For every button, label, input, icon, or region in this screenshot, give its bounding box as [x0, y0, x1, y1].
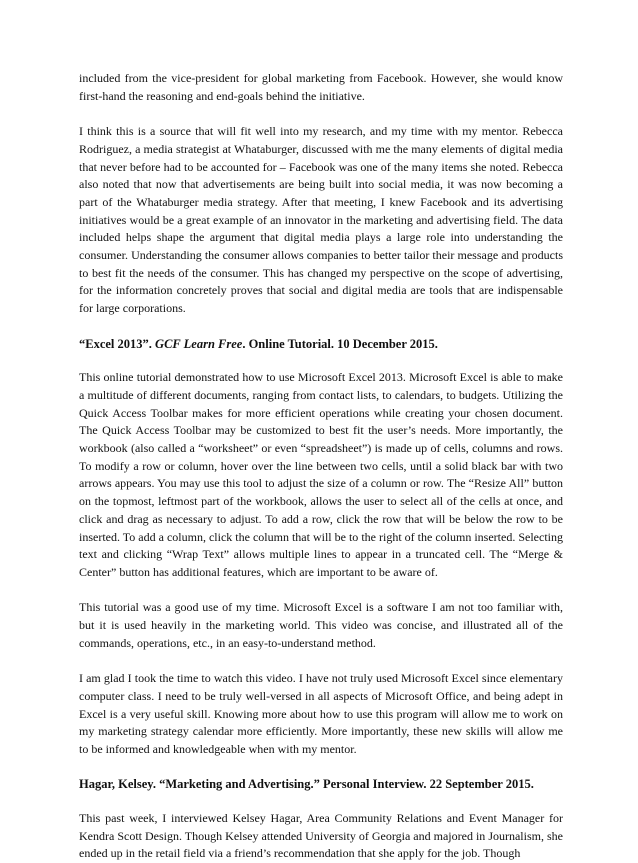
- paragraph-facebook-reflection: I think this is a source that will fit well into my research, and my time with my mentor. Rebecca Rodriguez, a media strategist at Whataburger, discussed with me the many elements of digital media that never before had to be accounted for – Facebook was one of the many items she noted. Rebecca also noted that now that advertisements are being built into social media, it was now becoming a part of the Whataburger media strategy. After that meeting, I knew Facebook and its advertising initiatives would be a great example of an innovator in the marketing and advertising field. The data included helps shape the argument that digital media plays a large role into understanding the consumer. Understanding the consumer allows companies to better tailor their message and products to best fit the needs of the consumer. This has changed my perspective on the scope of advertising, for the information concretely proves that social and digital media are tools that are indispensable for large corporations.: [79, 124, 563, 316]
- paragraph-excel-evaluation: This tutorial was a good use of my time. Microsoft Excel is a software I am not too familiar with, but it is used heavily in the marketing world. This video was concise, and illustrated all of the commands, operations, etc., in an easy-to-understand method.: [79, 600, 563, 650]
- citation-title: Hagar, Kelsey. “Marketing and Advertising.” Personal Interview. 22 September 2015.: [79, 777, 534, 792]
- paragraph-excel-summary: This online tutorial demonstrated how to use Microsoft Excel 2013. Microsoft Excel is able to make a multitude of different documents, ranging from contact lists, to calendars, to budgets. Utilizing the Quick Access Toolbar makes for more efficient operations while creating your chosen document. The Quick Access Toolbar may be customized to best fit the user’s needs. More importantly, the workbook (also called a “worksheet” or even “spreadsheet”) is made up of cells, columns and rows. To modify a row or column, hover over the line between two cells, until a solid black bar with two arrows appears. You may use this tool to adjust the size of a column or row. The “Resize All” button on the topmost, leftmost part of the workbook, allows the user to select all of the cells at once, and click and drag as necessary to adjust. To add a row, click the row that will be below the row to be inserted. To add a column, click the column that will be to the right of the column inserted. Selecting text and clicking “Wrap Text” allows multiple lines to appear in a truncated cell. The “Merge & Center” button has additional features, which are important to be aware of.: [79, 370, 563, 579]
- citation-details: . Online Tutorial. 10 December 2015.: [242, 336, 438, 351]
- paragraph-hagar-interview: This past week, I interviewed Kelsey Hagar, Area Community Relations and Event Manager for Kendra Scott Design. Though Kelsey attended University of Georgia and majored in Journalism, she ended up in the retail field via a friend’s recommendation that she apply for the job. Though: [79, 811, 563, 861]
- citation-heading-hagar: [79, 776, 563, 794]
- paragraph-excel-reflection: I am glad I took the time to watch this video. I have not truly used Microsoft Excel since elementary computer class. I need to be truly well-versed in all aspects of Microsoft Office, and being adept in Excel is a very useful skill. Knowing more about how to use this program will allow me to work on my marketing strategy calendar more efficiently. More importantly, these new skills will allow me to be informed and knowledgeable when with my mentor.: [79, 671, 563, 756]
- document-page: [79, 70, 563, 863]
- paragraph-continuation: included from the vice-president for global marketing from Facebook. However, she would know first-hand the reasoning and end-goals behind the initiative.: [79, 71, 563, 103]
- citation-title: “Excel 2013”.: [79, 336, 156, 351]
- citation-source-italic: GCF Learn Free: [155, 336, 243, 351]
- citation-heading-excel: [79, 336, 563, 354]
